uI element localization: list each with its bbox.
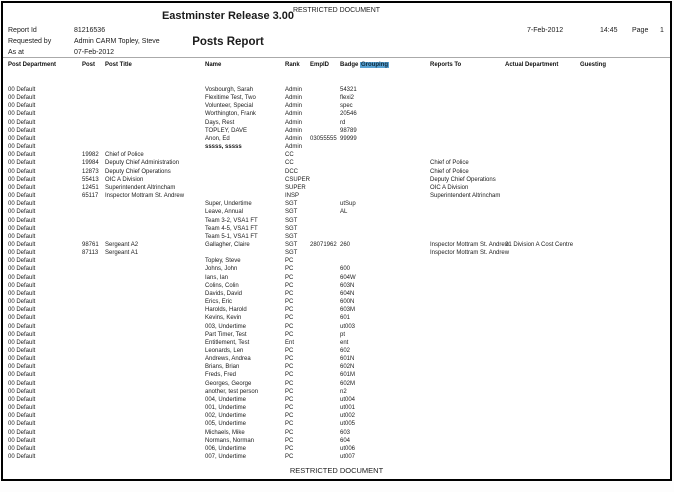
cell-post-department: 00 Default xyxy=(8,396,36,403)
cell-post-title: Inspector Mottram St. Andrew xyxy=(105,193,185,200)
cell-rank: Admin xyxy=(285,144,303,151)
cell-name: Kevins, Kevin xyxy=(205,315,242,322)
cell-rank: SGT xyxy=(285,250,298,257)
column-header-post-department: Post Department xyxy=(8,62,57,68)
cell-rank: PC xyxy=(285,323,294,330)
cell-post-department: 00 Default xyxy=(8,315,36,322)
cell-post-department: 00 Default xyxy=(8,429,36,436)
table-row xyxy=(8,94,669,102)
cell-post-department: 00 Default xyxy=(8,445,36,452)
cell-actual-department: 21 Division A Cost Centre xyxy=(505,241,574,248)
restricted-banner-top: RESTRICTED DOCUMENT xyxy=(292,7,381,14)
print-time: 14:45 xyxy=(600,27,618,34)
column-header-reports-to: Reports To xyxy=(430,62,462,68)
table-row xyxy=(8,225,669,233)
cell-name: Davids, David xyxy=(205,290,243,297)
cell-reports-to: Chief of Police xyxy=(430,160,469,167)
table-row xyxy=(8,420,669,428)
cell-post-department: 00 Default xyxy=(8,299,36,306)
cell-rank: PC xyxy=(285,396,294,403)
cell-badge: ut005 xyxy=(340,421,356,428)
cell-post-title: Sergeant A1 xyxy=(105,250,139,257)
table-row xyxy=(8,371,669,379)
cell-post-department: 00 Default xyxy=(8,119,36,126)
cell-name: Super, Undertime xyxy=(205,201,252,208)
cell-badge: ut004 xyxy=(340,396,356,403)
cell-post-department: 00 Default xyxy=(8,437,36,444)
cell-name: Anon, Ed xyxy=(205,135,230,142)
table-row xyxy=(8,86,669,94)
cell-rank: CC xyxy=(285,152,294,159)
column-header-empid: EmpID xyxy=(310,62,330,68)
cell-name: Gallagher, Claire xyxy=(205,241,250,248)
requested-by-value: Admin CARM Topley, Steve xyxy=(73,38,160,45)
cell-rank: Ent xyxy=(285,339,295,346)
cell-post-department: 00 Default xyxy=(8,233,36,240)
cell-badge: 603N xyxy=(340,282,355,289)
cell-badge: 20546 xyxy=(340,111,357,118)
cell-rank: Admin xyxy=(285,127,303,134)
cell-rank: SGT xyxy=(285,209,298,216)
cell-rank: DCC xyxy=(285,168,298,175)
cell-badge: 601N xyxy=(340,356,355,363)
cell-post-department: 00 Default xyxy=(8,144,36,151)
cell-rank: SUPER xyxy=(285,184,306,191)
cell-rank: PC xyxy=(285,348,294,354)
cell-post-department: 00 Default xyxy=(8,274,36,281)
cell-reports-to: Chief of Police xyxy=(430,168,469,175)
cell-badge: 98789 xyxy=(340,127,357,134)
cell-post-department: 00 Default xyxy=(8,282,36,289)
cell-post-department: 00 Default xyxy=(8,111,36,118)
as-at-value: 07-Feb-2012 xyxy=(73,49,115,56)
cell-name: Freds, Fred xyxy=(205,372,237,379)
table-row xyxy=(8,355,669,363)
cell-post-department: 00 Default xyxy=(8,250,36,257)
cell-badge: 600 xyxy=(340,266,351,273)
cell-reports-to: Superintendent Altrincham xyxy=(430,193,501,200)
table-row xyxy=(8,119,669,127)
cell-post-department: 00 Default xyxy=(8,454,36,461)
table-row xyxy=(8,257,669,265)
cell-post: 19984 xyxy=(82,160,99,167)
cell-rank: PC xyxy=(285,258,294,265)
cell-rank: PC xyxy=(285,372,294,379)
cell-rank: SGT xyxy=(285,233,298,240)
table-row xyxy=(8,412,669,420)
cell-name: 004, Undertime xyxy=(205,396,247,403)
table-row xyxy=(8,298,669,306)
table-row xyxy=(8,314,669,322)
cell-post-department: 00 Default xyxy=(8,135,36,142)
cell-post: 12451 xyxy=(82,184,99,191)
cell-post-department: 00 Default xyxy=(8,193,36,200)
table-row xyxy=(8,265,669,273)
cell-post-department: 00 Default xyxy=(8,421,36,428)
table-row xyxy=(8,168,669,176)
table-row xyxy=(8,233,669,241)
cell-post-department: 00 Default xyxy=(8,356,36,363)
cell-rank: PC xyxy=(285,437,294,444)
cell-rank: PC xyxy=(285,282,294,289)
cell-rank: PC xyxy=(285,290,294,297)
table-row xyxy=(8,380,669,388)
column-header-guesting: Guesting xyxy=(580,62,607,68)
cell-badge: 604 xyxy=(340,437,351,444)
cell-post-department: 00 Default xyxy=(8,388,36,395)
cell-post-title: Deputy Chief Operations xyxy=(105,168,171,175)
table-row xyxy=(8,151,669,159)
cell-rank: Admin xyxy=(285,87,303,93)
table-row xyxy=(8,102,669,110)
cell-rank: PC xyxy=(285,445,294,452)
cell-name: Worthington, Frank xyxy=(205,111,256,118)
cell-name: Team 3-2, VSA1 FT xyxy=(205,217,258,224)
print-date: 7-Feb-2012 xyxy=(527,27,564,34)
cell-name: Harolds, Harold xyxy=(205,307,247,314)
column-header-name: Name xyxy=(205,62,222,68)
cell-rank: SGT xyxy=(285,225,298,232)
cell-badge: 601M xyxy=(340,372,356,379)
cell-name: Leave, Annual xyxy=(205,209,244,216)
cell-rank: PC xyxy=(285,421,294,428)
cell-name: Colins, Colin xyxy=(205,282,239,289)
cell-reports-to: Inspector Mottram St. Andrew xyxy=(430,250,510,257)
cell-badge: 603M xyxy=(340,307,356,314)
cell-badge: spec xyxy=(340,103,353,110)
report-id-label: Report Id xyxy=(8,27,37,34)
table-row xyxy=(8,110,669,118)
table-row xyxy=(8,184,669,192)
cell-rank: PC xyxy=(285,454,294,461)
cell-empid: 03055555 xyxy=(310,135,337,142)
cell-post-department: 00 Default xyxy=(8,339,36,346)
cell-name: 007, Undertime xyxy=(205,454,247,461)
table-row xyxy=(8,274,669,282)
cell-post: 12873 xyxy=(82,168,99,175)
cell-rank: SGT xyxy=(285,201,298,208)
cell-post-department: 00 Default xyxy=(8,266,36,273)
cell-badge: pt xyxy=(340,331,346,338)
cell-post-title: Sergeant A2 xyxy=(105,241,139,248)
cell-name: Entitlement, Test xyxy=(205,339,250,346)
cell-post: 87113 xyxy=(82,250,99,257)
cell-post-department: 00 Default xyxy=(8,201,36,208)
cell-rank: INSP xyxy=(285,193,300,200)
cell-rank: CC xyxy=(285,160,294,167)
table-row xyxy=(8,217,669,225)
cell-rank: PC xyxy=(285,388,294,395)
cell-post: 65117 xyxy=(82,193,99,200)
cell-badge: 602N xyxy=(340,364,355,371)
cell-post-department: 00 Default xyxy=(8,95,36,102)
table-row xyxy=(8,339,669,347)
as-at-label: As at xyxy=(8,49,24,56)
cell-post-department: 00 Default xyxy=(8,331,36,338)
cell-post-department: 00 Default xyxy=(8,258,36,265)
table-header-row xyxy=(8,62,669,68)
cell-name: Ians, Ian xyxy=(205,274,229,281)
cell-badge: 99999 xyxy=(340,135,357,142)
cell-name: Michaels, Mike xyxy=(205,429,245,436)
table-row xyxy=(8,241,669,249)
cell-badge: 602 xyxy=(340,348,351,354)
report-page xyxy=(1,1,672,481)
header-divider xyxy=(3,57,670,58)
table-row xyxy=(8,306,669,314)
restricted-banner-bottom: RESTRICTED DOCUMENT xyxy=(289,466,384,475)
cell-rank: SGT xyxy=(285,241,298,248)
table-row xyxy=(8,143,669,151)
cell-badge: utSup xyxy=(340,201,356,208)
cell-rank: Admin xyxy=(285,135,303,142)
cell-badge: 601 xyxy=(340,315,351,322)
cell-name: Erics, Eric xyxy=(205,299,232,306)
cell-name: 006, Undertime xyxy=(205,445,247,452)
cell-rank: Admin xyxy=(285,103,303,110)
cell-badge: 603 xyxy=(340,429,351,436)
cell-name: Team 5-1, VSA1 FT xyxy=(205,233,258,240)
cell-name: Team 4-5, VSA1 FT xyxy=(205,225,258,232)
cell-name: TOPLEY, DAVE xyxy=(205,127,248,134)
report-id-value: 81216536 xyxy=(73,27,106,34)
table-row xyxy=(8,388,669,396)
cell-name: Flexitime Test, Two xyxy=(205,95,256,102)
cell-rank: PC xyxy=(285,380,294,387)
cell-post-department: 00 Default xyxy=(8,87,36,93)
cell-name: Leonards, Len xyxy=(205,348,244,354)
cell-reports-to: Deputy Chief Operations xyxy=(430,176,496,183)
cell-name: Brians, Brian xyxy=(205,364,240,371)
table-row xyxy=(8,159,669,167)
table-row xyxy=(8,331,669,339)
cell-badge: 604W xyxy=(340,274,356,281)
cell-rank: CSUPER xyxy=(285,176,311,183)
cell-rank: PC xyxy=(285,266,294,273)
cell-badge: n2 xyxy=(340,388,347,395)
cell-name: Vosbourgh, Sarah xyxy=(205,87,254,93)
cell-post-title: OIC A Division xyxy=(105,176,144,183)
cell-rank: PC xyxy=(285,331,294,338)
cell-rank: PC xyxy=(285,307,294,314)
cell-post-department: 00 Default xyxy=(8,413,36,420)
cell-rank: PC xyxy=(285,315,294,322)
column-header-actual-department: Actual Department xyxy=(505,62,559,68)
cell-post-department: 00 Default xyxy=(8,364,36,371)
cell-name: 003, Undertime xyxy=(205,323,247,330)
cell-post-department: 00 Default xyxy=(8,152,36,159)
cell-post-department: 00 Default xyxy=(8,225,36,232)
cell-post-department: 00 Default xyxy=(8,323,36,330)
cell-badge: AL xyxy=(340,209,348,216)
table-row xyxy=(8,396,669,404)
table-row xyxy=(8,453,669,461)
cell-post-department: 00 Default xyxy=(8,168,36,175)
cell-name: Johns, John xyxy=(205,266,238,273)
column-header-grouping: Grouping xyxy=(361,62,388,68)
cell-badge: 604N xyxy=(340,290,355,297)
cell-rank: PC xyxy=(285,299,294,306)
cell-name: 002, Undertime xyxy=(205,413,247,420)
cell-post: 19982 xyxy=(82,152,99,159)
cell-rank: PC xyxy=(285,413,294,420)
cell-post: 98761 xyxy=(82,241,99,248)
column-header-rank: Rank xyxy=(285,62,300,68)
cell-name: Normans, Norman xyxy=(205,437,255,444)
cell-name: 001, Undertime xyxy=(205,405,247,412)
cell-post-department: 00 Default xyxy=(8,348,36,354)
cell-badge: 54321 xyxy=(340,87,357,93)
cell-rank: Admin xyxy=(285,95,303,102)
cell-rank: Admin xyxy=(285,119,303,126)
cell-badge: 260 xyxy=(340,241,351,248)
column-header-post: Post xyxy=(82,62,96,68)
cell-rank: PC xyxy=(285,405,294,412)
cell-badge: ut006 xyxy=(340,445,356,452)
cell-name: sssss, sssss xyxy=(205,144,242,151)
table-row xyxy=(8,208,669,216)
cell-name: Topley, Steve xyxy=(205,258,241,265)
cell-badge: ent xyxy=(340,339,349,346)
cell-rank: Admin xyxy=(285,111,303,118)
cell-badge: flexi2 xyxy=(340,95,355,102)
cell-post-title: Superintendent Altrincham xyxy=(105,184,176,191)
cell-rank: PC xyxy=(285,274,294,281)
table-row xyxy=(8,282,669,290)
requested-by-label: Requested by xyxy=(8,38,52,45)
cell-reports-to: Inspector Mottram St. Andrew xyxy=(430,241,510,248)
cell-badge: ut003 xyxy=(340,323,356,330)
cell-name: Part Timer, Test xyxy=(205,331,247,338)
cell-reports-to: OIC A Division xyxy=(430,184,469,191)
column-header-badge: Badge xyxy=(340,62,359,68)
cell-name: Volunteer, Special xyxy=(205,103,254,110)
report-title: Posts Report xyxy=(192,36,264,48)
table-row xyxy=(8,363,669,371)
table-row xyxy=(8,290,669,298)
table-row xyxy=(8,347,669,355)
page-label: Page xyxy=(632,27,649,34)
cell-post-department: 00 Default xyxy=(8,184,36,191)
table-row xyxy=(8,323,669,331)
cell-post-department: 00 Default xyxy=(8,380,36,387)
cell-post-department: 00 Default xyxy=(8,217,36,224)
cell-post-department: 00 Default xyxy=(8,290,36,297)
cell-post-department: 00 Default xyxy=(8,176,36,183)
cell-post-department: 00 Default xyxy=(8,103,36,110)
cell-badge: ut007 xyxy=(340,454,356,461)
cell-rank: SGT xyxy=(285,217,298,224)
cell-name: 005, Undertime xyxy=(205,421,247,428)
table-row xyxy=(8,429,669,437)
cell-badge: ut002 xyxy=(340,413,356,420)
cell-post-department: 00 Default xyxy=(8,127,36,134)
cell-rank: PC xyxy=(285,356,294,363)
table-row xyxy=(8,127,669,135)
table-row xyxy=(8,445,669,453)
cell-post-department: 00 Default xyxy=(8,405,36,412)
cell-name: Georges, George xyxy=(205,380,252,387)
cell-post-department: 00 Default xyxy=(8,209,36,216)
table-row xyxy=(8,135,669,143)
cell-name: Days, Rest xyxy=(205,119,235,126)
table-row xyxy=(8,437,669,445)
cell-rank: PC xyxy=(285,429,294,436)
cell-badge: 602M xyxy=(340,380,356,387)
cell-post-department: 00 Default xyxy=(8,372,36,379)
cell-post: 55413 xyxy=(82,176,99,183)
cell-post-title: Chief of Police xyxy=(105,152,144,159)
cell-post-department: 00 Default xyxy=(8,241,36,248)
cell-post-title: Deputy Chief Administration xyxy=(105,160,180,167)
cell-rank: PC xyxy=(285,364,294,371)
table-row xyxy=(8,192,669,200)
table-row xyxy=(8,249,669,257)
cell-name: another, test person xyxy=(205,388,259,395)
cell-empid: 28071962 xyxy=(310,241,337,248)
cell-badge: ut001 xyxy=(340,405,356,412)
table-row xyxy=(8,200,669,208)
table-row xyxy=(8,176,669,184)
cell-badge: 600N xyxy=(340,299,355,306)
report-table-body xyxy=(8,86,669,461)
table-row xyxy=(8,404,669,412)
column-header-post-title: Post Title xyxy=(105,62,132,68)
cell-badge: rd xyxy=(340,119,346,126)
page-number: 1 xyxy=(660,27,664,34)
as-at-row xyxy=(8,49,160,60)
app-title: Eastminster Release 3.00 xyxy=(161,10,295,22)
cell-post-department: 00 Default xyxy=(8,307,36,314)
cell-name: Andrews, Andrea xyxy=(205,356,251,363)
cell-post-department: 00 Default xyxy=(8,160,36,167)
